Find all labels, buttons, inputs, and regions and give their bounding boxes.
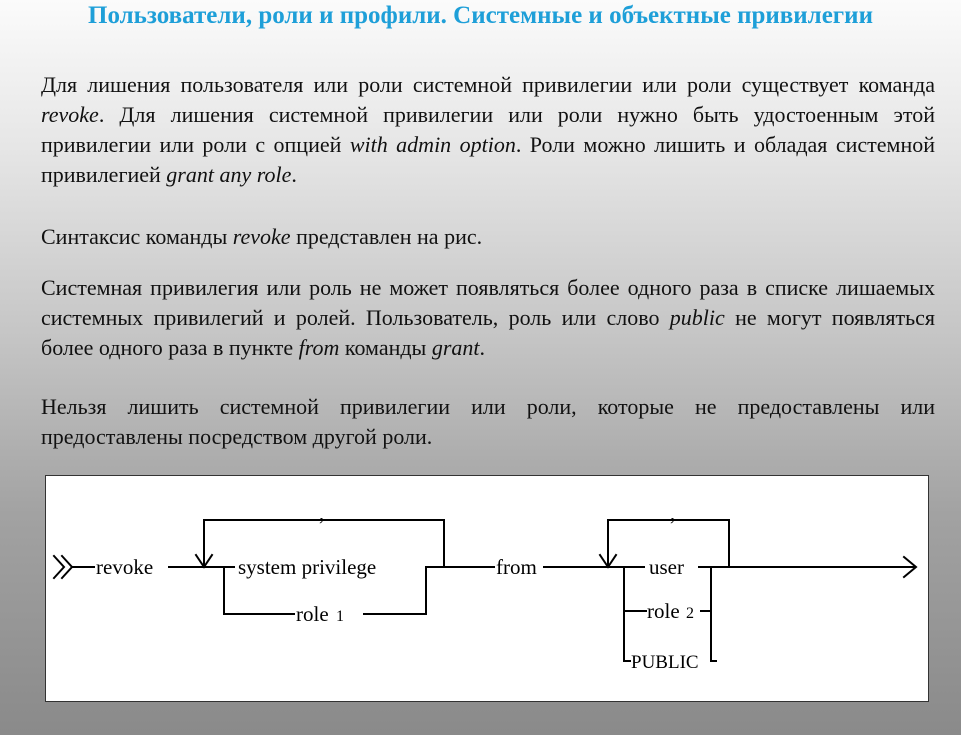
text-run: не могут появляться более одного раза в пункте: [41, 305, 935, 360]
keyword-from: from: [496, 555, 537, 579]
text-run: Для лишения пользователя или роли системной привилегии или роли существует команда: [41, 72, 935, 97]
italic-term: revoke: [41, 102, 99, 127]
role2-subscript: 2: [686, 605, 694, 622]
text-run: Нельзя лишить системной привилегии или роли, которые не предоставлены или предоставлены посредством другой роли.: [41, 394, 935, 449]
italic-term: grant any role: [166, 162, 292, 187]
user-label: user: [649, 555, 684, 579]
separator-comma-2: ,: [670, 501, 676, 525]
syntax-diagram-svg: [46, 476, 928, 701]
italic-term: grant: [431, 335, 480, 360]
keyword-revoke: revoke: [96, 555, 154, 579]
italic-term: with admin option: [349, 132, 516, 157]
paragraph-3: [41, 273, 935, 363]
branch-line: [624, 567, 630, 661]
italic-term: public: [669, 305, 725, 330]
italic-term: from: [298, 335, 340, 360]
text-run: . Роли можно лишить и обладая системной привилегией: [41, 132, 936, 187]
text-run: команды: [339, 335, 432, 360]
role1-subscript: 1: [336, 608, 344, 625]
page-title: Пользователи, роли и профили. Системные и объектные привилегии: [88, 2, 873, 29]
separator-comma-1: ,: [319, 501, 325, 525]
branch-line: [711, 567, 716, 661]
revoke-syntax-diagram: [45, 475, 929, 702]
text-run: . Для лишения системной привилегии или роли нужно быть удостоенным этой привилегии или роли с опцией: [41, 102, 935, 157]
paragraph-4: [41, 392, 935, 452]
text-run: Синтаксис команды: [41, 224, 233, 249]
start-chevron-icon: [54, 556, 72, 578]
paragraph-2: [41, 222, 935, 252]
text-run: .: [479, 335, 486, 360]
system-privilege-label: system privilege: [238, 555, 377, 579]
role1-label: role: [296, 602, 329, 626]
italic-term: revoke: [232, 224, 291, 249]
text-run: представлен на рис.: [290, 224, 483, 249]
paragraph-1: [41, 70, 935, 190]
text-run: .: [291, 162, 297, 187]
text-run: Системная привилегия или роль не может появляться более одного раза в списке лишаемых системных привилегий и ролей. Пользователь, роль или слово: [41, 275, 935, 330]
public-label: PUBLIC: [631, 652, 699, 673]
role2-label: role: [647, 599, 680, 623]
